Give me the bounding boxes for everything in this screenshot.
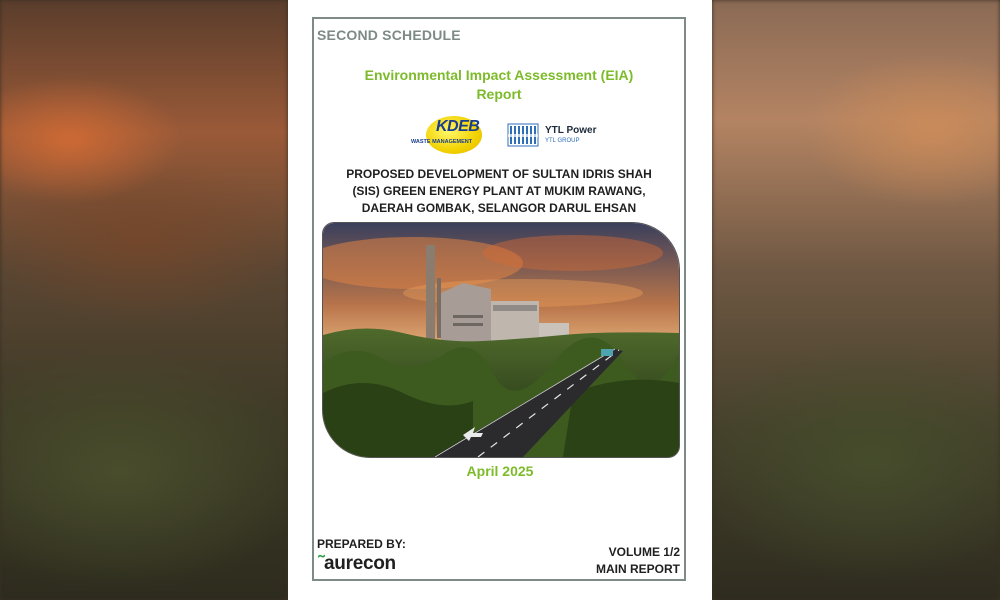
report-type: MAIN REPORT	[596, 562, 680, 576]
blurred-background-left	[0, 0, 288, 600]
report-cover-page	[288, 0, 712, 600]
prepared-by-label: PREPARED BY:	[317, 537, 406, 551]
kdeb-logo-subtitle: WASTE MANAGEMENT	[411, 139, 473, 145]
aurecon-mark: ˜	[318, 553, 325, 574]
project-title-line-2: (SIS) GREEN ENERGY PLANT AT MUKIM RAWANG,	[352, 184, 646, 198]
plant-rendering-illustration	[323, 223, 679, 457]
ytl-logo-name: YTL Power	[545, 125, 597, 136]
report-date: April 2025	[466, 463, 534, 479]
project-title-line-3: DAERAH GOMBAK, SELANGOR DARUL EHSAN	[361, 201, 637, 215]
volume-info	[596, 544, 680, 578]
report-title	[312, 66, 686, 104]
plant-rendering-image	[322, 222, 680, 458]
aurecon-logo-icon	[318, 553, 396, 575]
client-logos	[288, 112, 712, 160]
kdeb-logo-word: KDEB	[436, 118, 480, 135]
ytl-logo-group: YTL GROUP	[545, 138, 580, 144]
schedule-label: SECOND SCHEDULE	[317, 27, 461, 43]
report-title-line-2: Report	[476, 86, 522, 102]
ytl-mark-icon	[507, 122, 539, 148]
report-title-line-1: Environmental Impact Assessment (EIA)	[364, 67, 634, 83]
ytl-logo-icon	[507, 122, 607, 152]
blurred-background-right	[712, 0, 1000, 600]
project-title	[312, 166, 686, 217]
volume-number: VOLUME 1/2	[608, 545, 680, 559]
kdeb-logo-icon	[406, 112, 486, 158]
aurecon-logo-word: aurecon	[324, 553, 396, 574]
project-title-line-1: PROPOSED DEVELOPMENT OF SULTAN IDRIS SHAH	[346, 167, 652, 181]
